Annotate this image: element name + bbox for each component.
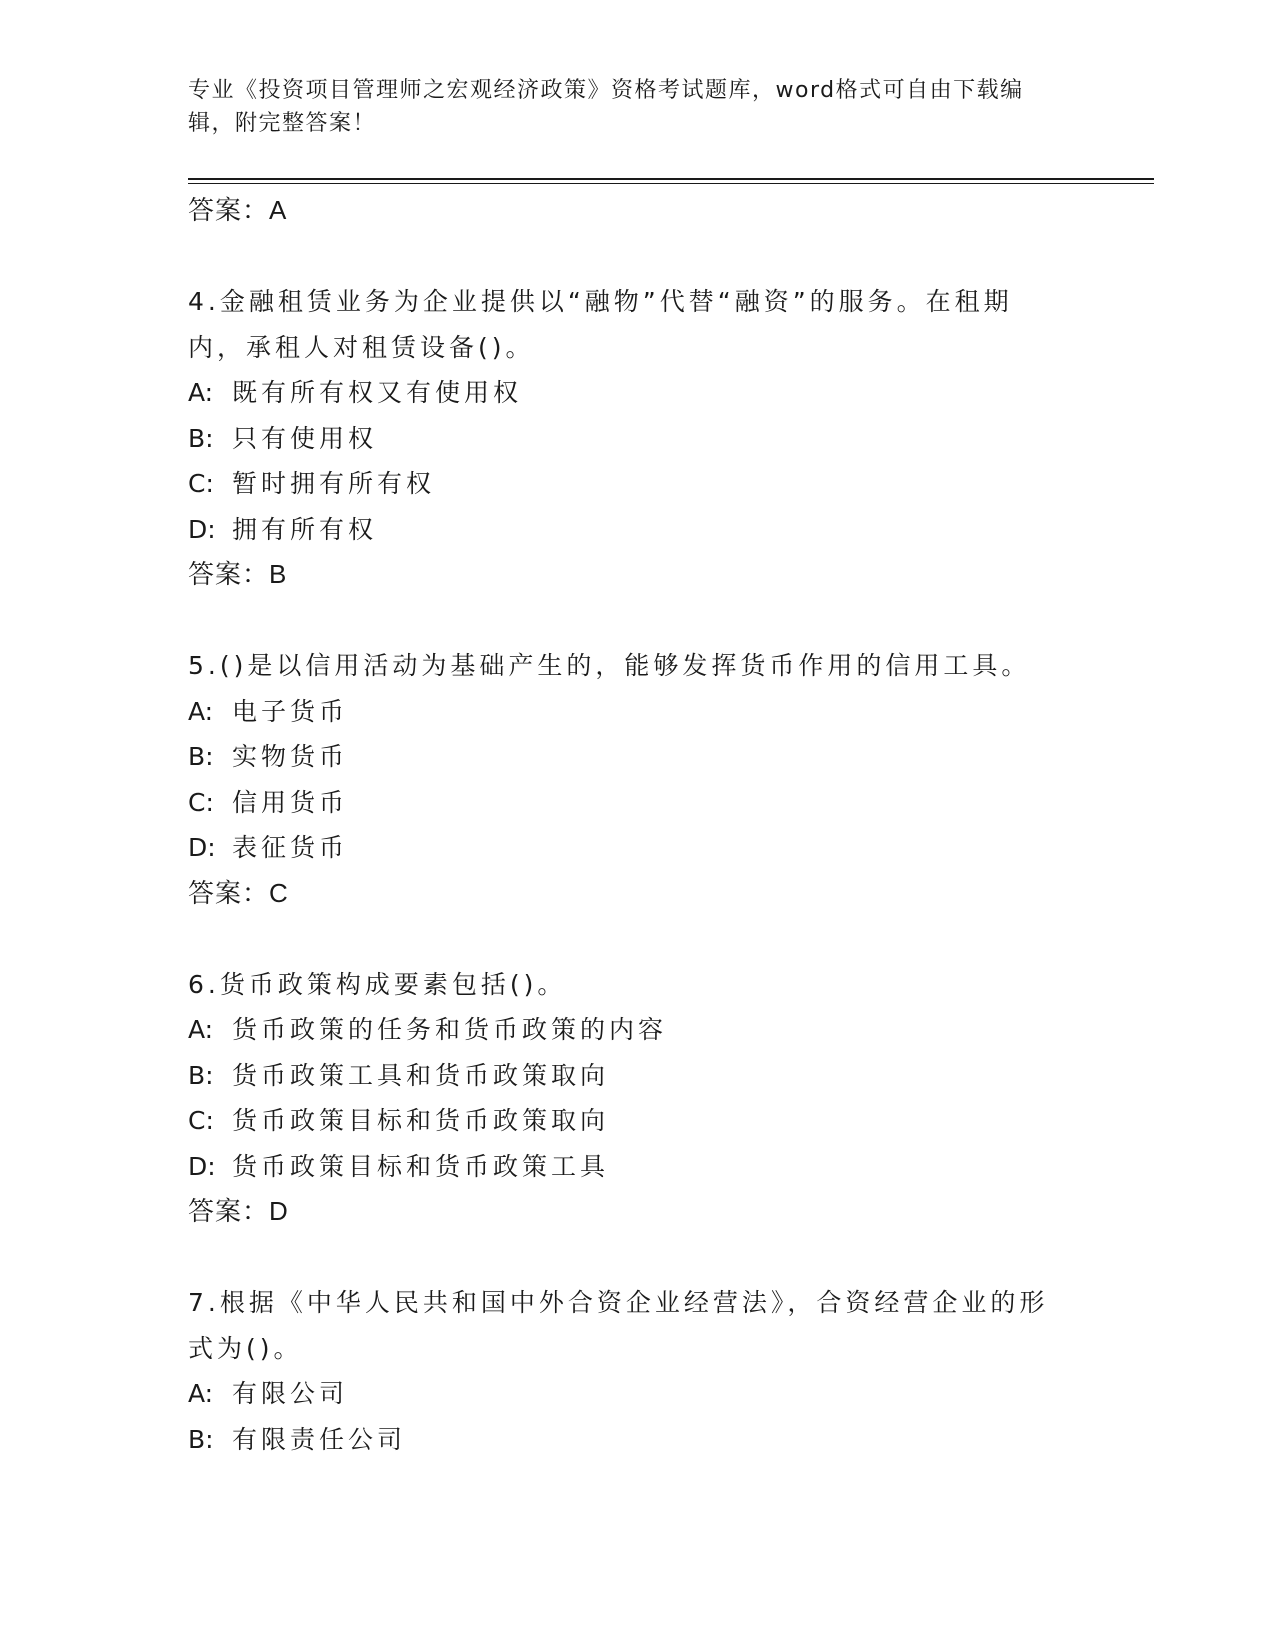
question-7 (188, 1280, 1068, 1462)
option-text: 信用货币 (232, 787, 349, 817)
option-key: A: (188, 696, 214, 726)
option-key: D: (188, 1151, 216, 1181)
question-6 (188, 962, 1068, 1235)
header-divider-thick (188, 178, 1154, 180)
spacer (188, 1235, 1068, 1281)
question-stem: 4.金融租赁业务为企业提供以“融物”代替“融资”的服务。在租期 (188, 287, 1013, 316)
option-key: A: (188, 1379, 214, 1408)
option-a (188, 689, 1068, 735)
option-key: B: (188, 742, 214, 771)
option-a (188, 1371, 1068, 1417)
header-divider-thin (188, 183, 1154, 184)
question-4 (188, 279, 1068, 598)
question-stem: 式为()。 (188, 1333, 303, 1363)
option-text: 货币政策目标和货币政策工具 (232, 1151, 610, 1181)
answer-line: 答案：B (188, 559, 288, 589)
document-header: 专业《投资项目管理师之宏观经济政策》资格考试题库，word格式可自由下载编辑，附完整答案！ (188, 78, 1024, 136)
answer-line-3: 答案：A (188, 195, 288, 225)
option-text: 只有使用权 (232, 423, 378, 453)
option-key: B: (188, 1060, 214, 1090)
option-b (188, 734, 1068, 780)
option-b (188, 1053, 1068, 1099)
option-key: A: (188, 1015, 214, 1044)
option-key: C: (188, 787, 214, 817)
question-stem: 5.()是以信用活动为基础产生的，能够发挥货币作用的信用工具。 (188, 651, 1031, 680)
option-b (188, 416, 1068, 462)
question-list (188, 188, 1068, 1462)
option-text: 有限责任公司 (232, 1424, 407, 1454)
option-text: 拥有所有权 (232, 514, 378, 544)
option-key: C: (188, 1106, 214, 1135)
question-stem: 7.根据《中华人民共和国中外合资企业经营法》，合资经营企业的形 (188, 1288, 1049, 1317)
question-5 (188, 643, 1068, 916)
option-a (188, 1007, 1068, 1053)
option-key: D: (188, 833, 216, 862)
option-key: B: (188, 1424, 214, 1454)
answer-line: 答案：D (188, 1196, 289, 1226)
option-key: B: (188, 423, 214, 453)
option-d (188, 825, 1068, 871)
option-text: 表征货币 (232, 833, 349, 862)
option-text: 货币政策目标和货币政策取向 (232, 1106, 610, 1135)
option-d (188, 507, 1068, 553)
option-c (188, 461, 1068, 507)
option-text: 货币政策工具和货币政策取向 (232, 1060, 610, 1090)
option-c (188, 1098, 1068, 1144)
option-d (188, 1144, 1068, 1190)
option-text: 货币政策的任务和货币政策的内容 (232, 1015, 668, 1044)
option-text: 既有所有权又有使用权 (232, 378, 523, 407)
option-text: 有限公司 (232, 1379, 349, 1408)
spacer (188, 916, 1068, 962)
option-b (188, 1417, 1068, 1463)
option-key: A: (188, 378, 214, 407)
option-text: 电子货币 (232, 696, 349, 726)
option-text: 实物货币 (232, 742, 349, 771)
question-stem: 6.货币政策构成要素包括()。 (188, 969, 567, 999)
option-key: D: (188, 514, 216, 544)
answer-line: 答案：C (188, 877, 289, 908)
option-key: C: (188, 469, 214, 498)
question-stem: 内，承租人对租赁设备()。 (188, 332, 535, 362)
option-a (188, 370, 1068, 416)
option-c (188, 780, 1068, 826)
spacer (188, 234, 1068, 280)
option-text: 暂时拥有所有权 (232, 469, 436, 498)
spacer (188, 598, 1068, 644)
